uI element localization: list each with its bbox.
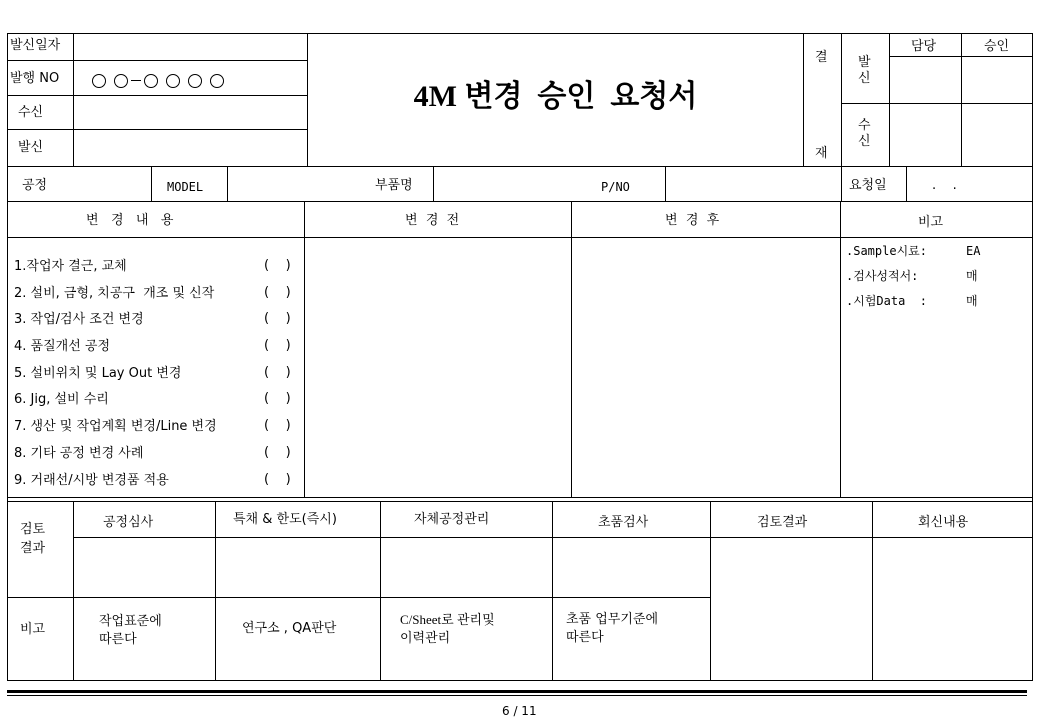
label-model: MODEL <box>167 180 204 194</box>
header-before: 변 경 전 <box>405 213 460 228</box>
header-after: 변 경 후 <box>665 213 720 228</box>
review-header-result: 검토결과 <box>757 515 808 530</box>
remark-inspection-unit: 매 <box>966 269 978 283</box>
approval-jae: 재 <box>815 146 828 161</box>
label-pno: P/NO <box>601 180 630 194</box>
remark-test-data-unit: 매 <box>966 294 978 308</box>
review-note: 초품 업무기준에 따른다 <box>566 612 659 645</box>
form-border-top <box>7 33 1033 34</box>
change-item: 6. Jig, 설비 수리 <box>14 392 109 407</box>
page-number: 6 / 11 <box>502 704 537 718</box>
issue-no-pattern <box>92 70 232 89</box>
approval-col-approve: 승인 <box>984 39 1010 54</box>
footer-rule <box>7 690 1027 693</box>
approval-gyeol: 결 <box>815 50 828 65</box>
check-paren[interactable]: ( ) <box>264 445 291 460</box>
circle-icon <box>188 74 202 88</box>
remark-sample-unit: EA <box>966 244 981 258</box>
check-paren[interactable]: ( ) <box>264 285 291 300</box>
change-item: 5. 설비위치 및 Lay Out 변경 <box>14 366 182 381</box>
review-header-self-control: 자체공정관리 <box>414 512 490 527</box>
check-paren[interactable]: ( ) <box>264 391 291 406</box>
approval-send-label: 발 신 <box>858 55 871 86</box>
form-border-left <box>7 33 8 681</box>
review-note: 작업표준에 따른다 <box>99 614 162 647</box>
review-header-reply: 회신내용 <box>918 515 969 530</box>
label-receiver: 수신 <box>18 105 44 120</box>
check-paren[interactable]: ( ) <box>264 418 291 433</box>
remark-test-data: .시험Data : <box>846 294 927 308</box>
change-item: 4. 품질개선 공정 <box>14 339 111 354</box>
change-item: 8. 기타 공정 변경 사례 <box>14 446 144 461</box>
circle-icon <box>166 74 180 88</box>
remark-inspection: .검사성적서: <box>846 269 919 283</box>
label-issue-no: 발행 NO <box>10 71 60 86</box>
review-note: C/Sheet로 관리및 이력관리 <box>400 612 495 645</box>
approval-recv-label: 수 신 <box>858 118 871 149</box>
circle-icon <box>92 74 106 88</box>
header-remarks: 비고 <box>918 215 944 230</box>
check-paren[interactable]: ( ) <box>264 365 291 380</box>
change-item: 1.작업자 결근, 교체 <box>14 259 127 274</box>
circle-icon <box>114 74 128 88</box>
check-paren[interactable]: ( ) <box>264 472 291 487</box>
review-header-first-article: 초품검사 <box>598 515 649 530</box>
header-change-content: 변 경 내 용 <box>86 213 174 228</box>
label-request-date: 요청일 <box>849 178 887 193</box>
check-paren[interactable]: ( ) <box>264 311 291 326</box>
review-note: 연구소 , QA판단 <box>242 621 337 636</box>
approval-col-manager: 담당 <box>911 39 937 54</box>
label-sender: 발신 <box>18 140 44 155</box>
change-item: 7. 생산 및 작업계획 변경/Line 변경 <box>14 419 217 434</box>
form-border-right <box>1032 33 1033 681</box>
change-item: 9. 거래선/시방 변경품 적용 <box>14 473 169 488</box>
label-part-name: 부품명 <box>375 178 413 193</box>
page-title: 4M 변경 승인 요청서 <box>413 80 698 113</box>
remark-sample: .Sample시료: <box>846 244 927 258</box>
circle-icon <box>144 74 158 88</box>
label-process: 공정 <box>22 178 48 193</box>
review-header-special: 특채 & 한도(즉시) <box>233 512 337 527</box>
check-paren[interactable]: ( ) <box>264 338 291 353</box>
change-item: 2. 설비, 금형, 치공구 개조 및 신작 <box>14 286 215 301</box>
review-row-label: 검토 결과 <box>20 522 46 556</box>
request-date-value: . . <box>932 178 957 193</box>
review-bigo-label: 비고 <box>20 622 46 637</box>
label-send-date: 발신일자 <box>10 38 61 53</box>
circle-icon <box>210 74 224 88</box>
review-header-process-audit: 공정심사 <box>103 515 154 530</box>
check-paren[interactable]: ( ) <box>264 258 291 273</box>
form-border-bottom <box>7 680 1033 681</box>
change-item: 3. 작업/검사 조건 변경 <box>14 312 144 327</box>
